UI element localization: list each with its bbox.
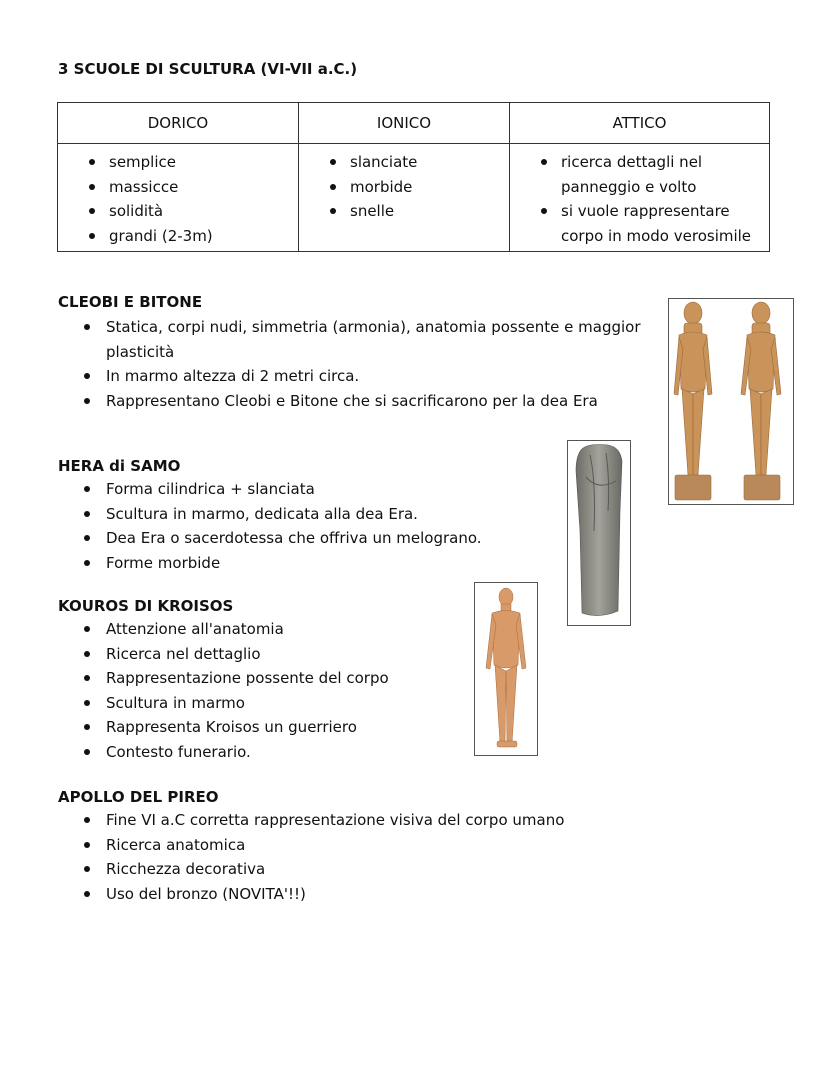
list-item: Ricerca nel dettaglio bbox=[58, 642, 468, 667]
cleobi-bitone-photo bbox=[668, 298, 794, 505]
list-item: semplice bbox=[62, 150, 294, 175]
list-item: massicce bbox=[62, 175, 294, 200]
list-item: Ricerca anatomica bbox=[58, 833, 678, 858]
list-item: Rappresentazione possente del corpo bbox=[58, 666, 468, 691]
table-body-row bbox=[58, 144, 770, 252]
list-item: Rappresenta Kroisos un guerriero bbox=[58, 715, 468, 740]
list-item: grandi (2-3m) bbox=[62, 224, 294, 249]
list-item: Scultura in marmo bbox=[58, 691, 468, 716]
list-item: Forma cilindrica + slanciata bbox=[58, 477, 558, 502]
list-item: Contesto funerario. bbox=[58, 740, 468, 765]
hera-statue-icon bbox=[568, 441, 630, 625]
list-item: Uso del bronzo (NOVITA'!!) bbox=[58, 882, 678, 907]
table-header-row bbox=[58, 103, 770, 144]
list-item: ricerca dettagli nel panneggio e volto bbox=[514, 150, 765, 199]
section-apollo-pireo bbox=[58, 786, 678, 906]
list-item: solidità bbox=[62, 199, 294, 224]
list-item: Fine VI a.C corretta rappresentazione visiva del corpo umano bbox=[58, 808, 678, 833]
list-item: si vuole rappresentare corpo in modo verosimile bbox=[514, 199, 765, 248]
kouros-statue-icon bbox=[475, 583, 537, 755]
cell-ionico bbox=[299, 144, 510, 252]
header-attico: ATTICO bbox=[510, 103, 770, 144]
hera-samo-photo bbox=[567, 440, 631, 626]
section-hera-samo bbox=[58, 455, 558, 575]
list-item: Statica, corpi nudi, simmetria (armonia), anatomia possente e maggior plasticità bbox=[58, 315, 658, 364]
list-item: Forme morbide bbox=[58, 551, 558, 576]
cell-attico bbox=[510, 144, 770, 252]
list-item: Dea Era o sacerdotessa che offriva un melograno. bbox=[58, 526, 558, 551]
list-item: Scultura in marmo, dedicata alla dea Era. bbox=[58, 502, 558, 527]
cell-dorico bbox=[58, 144, 299, 252]
list-item: Attenzione all'anatomia bbox=[58, 617, 468, 642]
list-item: morbide bbox=[303, 175, 505, 200]
section-heading: APOLLO DEL PIREO bbox=[58, 788, 219, 806]
section-heading: HERA di SAMO bbox=[58, 457, 181, 475]
kouros-kroisos-photo bbox=[474, 582, 538, 756]
list-item: snelle bbox=[303, 199, 505, 224]
kouroi-statue-icon bbox=[669, 299, 793, 504]
list-item: In marmo altezza di 2 metri circa. bbox=[58, 364, 658, 389]
section-cleobi-bitone bbox=[58, 291, 658, 413]
list-item: Rappresentano Cleobi e Bitone che si sacrificarono per la dea Era bbox=[58, 389, 658, 414]
header-dorico: DORICO bbox=[58, 103, 299, 144]
section-heading: CLEOBI E BITONE bbox=[58, 293, 203, 311]
section-heading: KOUROS DI KROISOS bbox=[58, 597, 234, 615]
section-kouros-kroisos bbox=[58, 595, 468, 764]
schools-table bbox=[57, 102, 770, 252]
page-title: 3 SCUOLE DI SCULTURA (VI-VII a.C.) bbox=[58, 60, 358, 78]
header-ionico: IONICO bbox=[299, 103, 510, 144]
list-item: slanciate bbox=[303, 150, 505, 175]
list-item: Ricchezza decorativa bbox=[58, 857, 678, 882]
